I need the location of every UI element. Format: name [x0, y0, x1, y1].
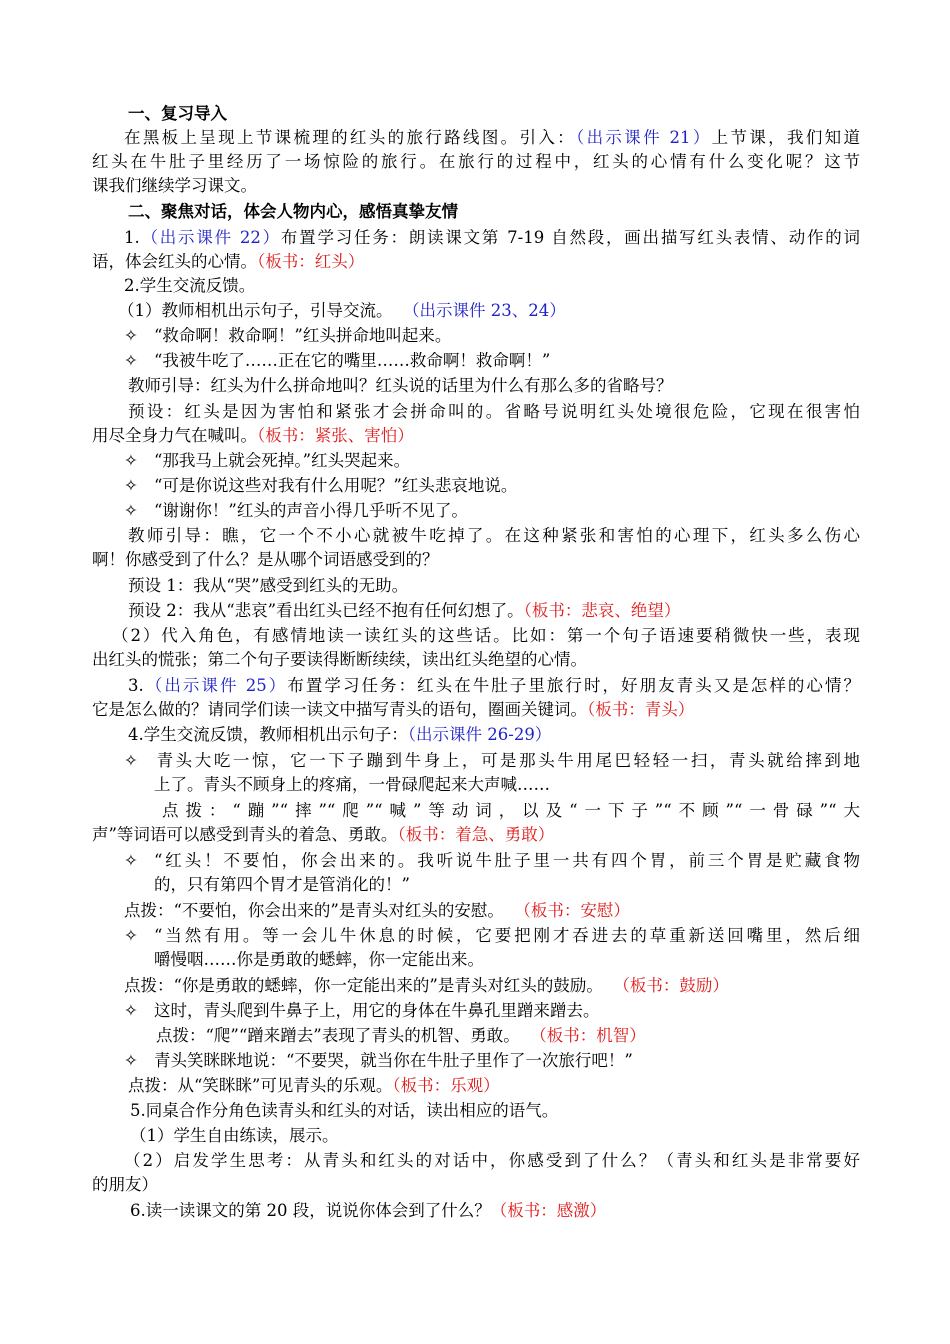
paragraph-line: （2）启发学生思考：从青头和红头的对话中，你感受到了什么？（青头和红头是非常要好: [124, 1151, 860, 1170]
diamond-bullet-icon: ✧: [124, 926, 138, 945]
paragraph-line: 5.同桌合作分角色读青头和红头的对话，读出相应的语气。: [130, 1101, 559, 1120]
paragraph-line: 点拨：从“笑眯眯”可见青头的乐观。（板书：乐观）: [128, 1076, 500, 1095]
paragraph-line: （1）学生自由练读，展示。: [130, 1126, 339, 1145]
diamond-bullet-icon: ✧: [124, 351, 138, 370]
diamond-bullet-icon: ✧: [124, 851, 138, 870]
paragraph-line: 语，体会红头的心情。（板书：红头）: [92, 252, 365, 271]
paragraph-line: 1.（出示课件 22）布置学习任务：朗读课文第 7-19 自然段，画出描写红头表情、动作的词: [124, 228, 860, 247]
paragraph-line: 点拨：“爬”“蹭来蹭去”表现了青头的机智、勇敢。 （板书：机智）: [156, 1026, 646, 1045]
paragraph-line: 红头在牛肚子里经历了一场惊险的旅行。在旅行的过程中，红头的心情有什么变化呢？这节: [92, 152, 860, 171]
paragraph-line: 教师引导：红头为什么拼命地叫？红头说的话里为什么有那么多的省略号？: [128, 376, 673, 395]
diamond-bullet-icon: ✧: [124, 476, 138, 495]
quote-item: ✧ “红头！不要怕，你会出来的。我听说牛肚子里一共有四个胃，前三个胃是贮藏食物: [124, 849, 860, 873]
paragraph-line: 点拨：“你是勇敢的蟋蟀，你一定能出来的”是青头对红头的鼓励。 （板书：鼓励）: [124, 976, 729, 995]
quote-continuation: 上了。青头不顾身上的疼痛，一骨碌爬起来大声喊……: [154, 775, 550, 794]
paragraph-line: 它是怎么做的？请同学们读一读文中描写青头的语句，圈画关键词。（板书：青头）: [92, 700, 695, 719]
paragraph-line: 3.（出示课件 25）布置学习任务：红头在牛肚子里旅行时，好朋友青头又是怎样的心情？: [128, 676, 860, 695]
quote-item: ✧ 这时，青头爬到牛鼻子上，用它的身体在牛鼻孔里蹭来蹭去。: [124, 999, 904, 1023]
diamond-bullet-icon: ✧: [124, 451, 138, 470]
diamond-bullet-icon: ✧: [124, 501, 138, 520]
section-heading-2: 二、聚焦对话，体会人物内心，感悟真挚友情: [128, 202, 458, 221]
paragraph-line: 声”等词语可以感受到青头的着急、勇敢。（板书：着急、勇敢）: [92, 825, 555, 844]
paragraph-line: 2.学生交流反馈。: [124, 276, 256, 295]
section-heading-1: 一、复习导入: [128, 104, 227, 123]
paragraph-line: 6.读一读课文的第 20 段，说说你体会到了什么？（板书：感激）: [130, 1201, 607, 1220]
diamond-bullet-icon: ✧: [124, 751, 138, 770]
paragraph-line: 教师引导：瞧，它一个不小心就被牛吃掉了。在这种紧张和害怕的心理下，红头多么伤心: [128, 526, 860, 545]
diamond-bullet-icon: ✧: [124, 1001, 138, 1020]
paragraph-line: （2）代入角色，有感情地读一读红头的这些话。比如：第一个句子语速要稍微快一些，表现: [112, 626, 860, 645]
paragraph-line: 预设 1：我从“哭”感受到红头的无助。: [128, 576, 409, 595]
diamond-bullet-icon: ✧: [124, 1051, 138, 1070]
paragraph-line: （1）教师相机出示句子，引导交流。 （出示课件 23、24）: [118, 301, 566, 320]
paragraph-line: 在黑板上呈现上节课梳理的红头的旅行路线图。引入：（出示课件 21）上节课，我们知道: [124, 128, 861, 147]
quote-item: ✧ “那我马上就会死掉。”红头哭起来。: [124, 449, 904, 473]
quote-item: ✧ “救命啊！救命啊！”红头拼命地叫起来。: [124, 324, 904, 348]
quote-item: ✧ “当然有用。等一会儿牛休息的时候，它要把刚才吞进去的草重新送回嘴里，然后细: [124, 924, 860, 948]
paragraph-line: 出红头的慌张；第二个句子要读得断断续续，读出红头绝望的心情。: [92, 650, 587, 669]
paragraph-line: 预设：红头是因为害怕和紧张才会拼命叫的。省略号说明红头处境很危险，它现在很害怕: [128, 402, 860, 421]
diamond-bullet-icon: ✧: [124, 326, 138, 345]
paragraph-line: 预设 2：我从“悲哀”看出红头已经不抱有任何幻想了。（板书：悲哀、绝望）: [128, 601, 681, 620]
quote-item: ✧ “谢谢你！”红头的声音小得几乎听不见了。: [124, 499, 904, 523]
quote-item: ✧ 青头大吃一惊，它一下子蹦到牛身上，可是那头牛用尾巴轻轻一扫，青头就给摔到地: [124, 749, 860, 773]
paragraph-line: 啊！你感受到了什么？是从哪个词语感受到的？: [92, 550, 439, 569]
paragraph-line: 的朋友）: [92, 1175, 158, 1194]
paragraph-line: 4.学生交流反馈，教师相机出示句子：（出示课件 26-29）: [128, 725, 552, 744]
paragraph-line: 课我们继续学习课文。: [92, 176, 257, 195]
quote-item: ✧ 青头笑眯眯地说：“不要哭，就当你在牛肚子里作了一次旅行吧！”: [124, 1049, 904, 1073]
paragraph-line: 点拨：“蹦”“摔”“爬”“喊”等动词，以及“一下子”“不顾”“一骨碌”“大: [162, 801, 860, 820]
quote-item: ✧ “我被牛吃了……正在它的嘴里……救命啊！救命啊！”: [124, 349, 904, 373]
paragraph-line: 点拨：“不要怕，你会出来的”是青头对红头的安慰。 （板书：安慰）: [124, 901, 630, 920]
quote-continuation: 的，只有第四个胃才是管消化的！”: [154, 875, 410, 894]
quote-continuation: 嚼慢咽……你是勇敢的蟋蟀，你一定能出来。: [154, 950, 484, 969]
paragraph-line: 用尽全身力气在喊叫。（板书：紧张、害怕）: [92, 426, 414, 445]
quote-item: ✧ “可是你说这些对我有什么用呢？”红头悲哀地说。: [124, 474, 904, 498]
